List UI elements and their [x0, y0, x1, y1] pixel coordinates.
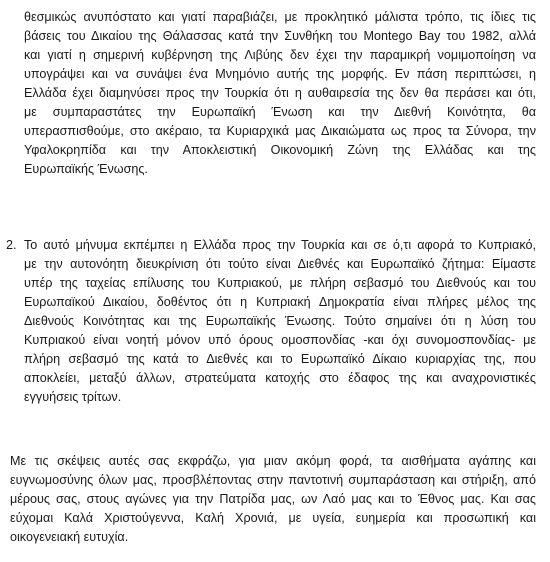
paragraph-3-line: μέρους σας, στους αγώνες για την Πατρίδα μας, ων Λαό μας και το Έθνος μας. Και σας	[10, 492, 536, 506]
paragraph-3-line: οικογενειακή ευτυχία.	[10, 530, 129, 544]
paragraph-1-line: Ευρωπαϊκής Ένωσης.	[24, 162, 148, 176]
paragraph-2-line: με την αυτονόητη διευκρίνιση ότι τούτο είναι Διεθνές και Ευρωπαϊκό ζήτημα: Είμαστε	[24, 257, 536, 271]
paragraph-3-line: εύχομαι Καλά Χριστούγεννα, Καλή Χρονιά, με υγεία, ευημερία και προσωπική και	[10, 511, 536, 525]
paragraph-1-line: και γιατί η σημερινή κυβέρνηση της Λιβύης δεν έχει την παραμικρή νομιμοποίηση να	[24, 48, 536, 62]
paragraph-2	[24, 236, 536, 407]
paragraph-2-line: Διεθνούς Κοινότητας και της Ευρωπαϊκής Ένωσης. Τούτο σημαίνει ότι η λύση του	[24, 314, 536, 328]
paragraph-1-line: βάσεις του Δικαίου της Θάλασσας κατά την Συνθήκη του Montego Bay του 1982, αλλά	[24, 29, 536, 43]
paragraph-2-line: Το αυτό μήνυμα εκπέμπει η Ελλάδα προς την Τουρκία και σε ό,τι αφορά το Κυπριακό,	[24, 238, 536, 252]
paragraph-3	[10, 452, 536, 547]
paragraph-1-line: υπογράψει και να συνάψει ένα Μνημόνιο αυτής της μορφής. Εν πάση περιπτώσει, η	[24, 67, 536, 81]
paragraph-1	[24, 8, 536, 179]
paragraph-1-line: υπερασπισθούμε, στο ακέραιο, τα Κυριαρχικά μας Δικαιώματα ως προς τα Σύνορα, την	[24, 124, 536, 138]
paragraph-1-line: Υφαλοκρηπίδα και την Αποκλειστική Οικονομική Ζώνη της Ελλάδας και της	[24, 143, 536, 157]
paragraph-2-line: εγγυήσεις τρίτων.	[24, 390, 122, 404]
paragraph-2-line: Κυπριακού είναι νοητή μόνον υπό όρους ομοσπονδίας -και όχι συνομοσπονδίας- με	[24, 333, 536, 347]
paragraph-2-line: αποκλείει, μεταξύ άλλων, στρατεύματα κατοχής στο έδαφος της και αναχρονιστικές	[24, 371, 536, 385]
paragraph-2-number: 2.	[6, 238, 17, 252]
paragraph-1-line: θεσμικώς ανυπόστατο και γιατί παραβιάζει, με προκλητικό μάλιστα τρόπο, τις ίδιες τις	[24, 10, 536, 24]
paragraph-3-line: ευγνωμοσύνης όλων μας, προσβλέποντας στην παντοτινή συμπαράσταση και στήριξη, από	[10, 473, 536, 487]
paragraph-3-line: Με τις σκέψεις αυτές σας εκφράζω, για μιαν ακόμη φορά, τα αισθήματα αγάπης και	[10, 454, 536, 468]
paragraph-2-line: πλήρη σεβασμό της κατά το Διεθνές και το Ευρωπαϊκό Δίκαιο κυριαρχίας της, που	[24, 352, 536, 366]
paragraph-1-line: Ελλάδα έχει διαμηνύσει προς την Τουρκία ότι η αυθαιρεσία της δεν θα περάσει και ότι,	[24, 86, 536, 100]
paragraph-2-line: υπέρ της ταχείας επίλυσης του Κυπριακού, με πλήρη σεβασμό του Διεθνούς και του	[24, 276, 536, 290]
paragraph-2-line: Ευρωπαϊκού Δικαίου, δοθέντος ότι η Κυπριακή Δημοκρατία είναι πλήρες μέλος της	[24, 295, 536, 309]
paragraph-1-line: με συμπαραστάτες την Ευρωπαϊκή Ένωση και την Διεθνή Κοινότητα, θα	[24, 105, 536, 119]
